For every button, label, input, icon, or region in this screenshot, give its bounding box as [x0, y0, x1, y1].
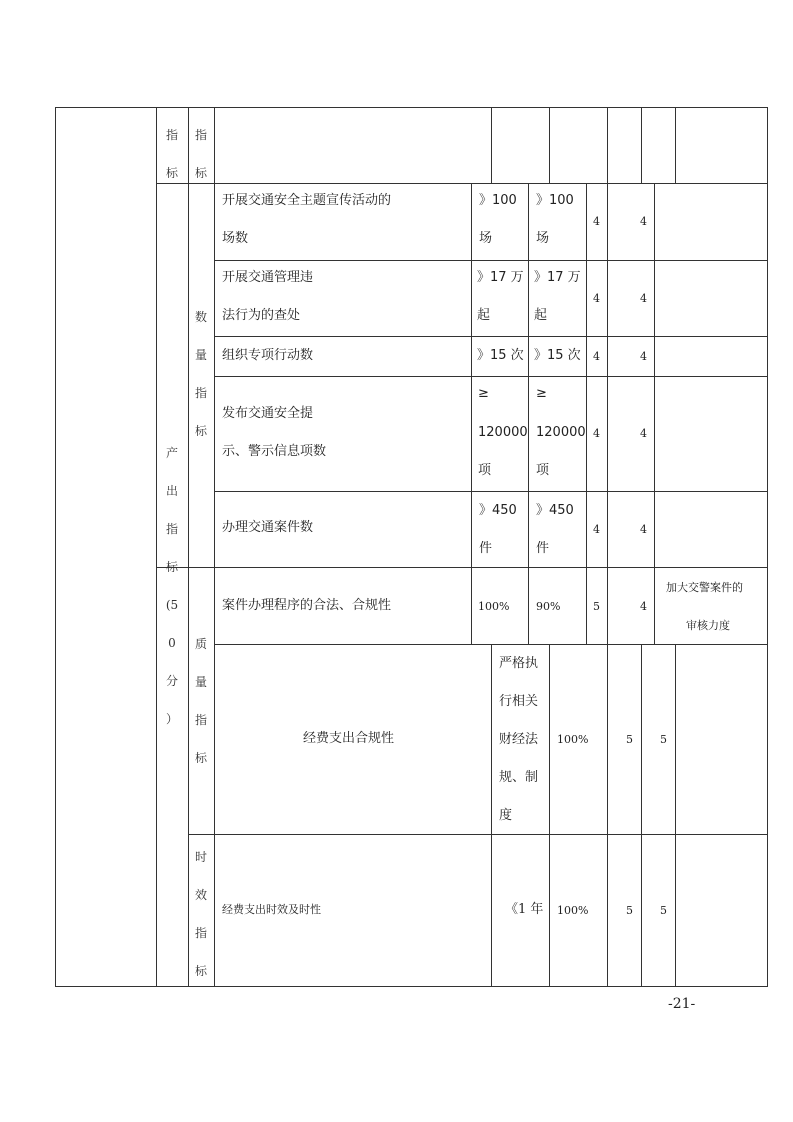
target-value: 》450	[479, 503, 517, 518]
actual-value: 》15 次	[534, 348, 581, 363]
col-divider	[491, 644, 492, 986]
col-divider	[549, 107, 550, 183]
col-divider	[471, 183, 472, 644]
target-value: 》17 万	[477, 270, 524, 285]
char: 效	[194, 888, 207, 902]
char: 指	[165, 522, 178, 536]
header-col2-label	[162, 116, 182, 192]
remark-text: 审核力度	[686, 619, 730, 632]
actual-value: 场	[536, 231, 550, 246]
target-value: 件	[479, 541, 493, 556]
col-divider	[607, 644, 608, 986]
col-divider	[156, 107, 157, 987]
actual-value: ≥	[536, 386, 547, 401]
actual-value: 100%	[557, 904, 589, 917]
indicator-name: 组织专项行动数	[222, 348, 314, 363]
target-value: 项	[478, 463, 492, 478]
char: 标	[165, 560, 178, 574]
col-divider	[528, 183, 529, 644]
actual-value: 件	[536, 541, 550, 556]
target-value: 规、制	[499, 770, 539, 785]
group-label-quality	[191, 625, 211, 777]
level1-label-output-indicator	[162, 434, 182, 738]
table-border-bottom	[55, 986, 768, 987]
col-divider	[675, 107, 676, 183]
header-col3-label	[191, 116, 211, 192]
score-value: 4	[640, 427, 647, 440]
target-value: 》15 次	[477, 348, 524, 363]
char: 指	[194, 713, 207, 727]
score-value: 4	[640, 600, 647, 613]
char: 质	[194, 637, 207, 651]
weight-value: 4	[593, 523, 600, 536]
target-value: 财经法	[499, 732, 539, 747]
char: 数	[194, 310, 207, 324]
page-number: -21-	[668, 996, 696, 1012]
target-value: 起	[477, 308, 491, 323]
char: 指	[194, 386, 207, 400]
row-divider	[214, 260, 768, 261]
col-divider	[654, 183, 655, 644]
indicator-name: 经费支出合规性	[303, 731, 395, 746]
char: 量	[194, 348, 207, 362]
indicator-name: 场数	[222, 231, 249, 246]
target-value: 行相关	[499, 694, 539, 709]
target-value: 120000	[478, 425, 528, 440]
char: 标	[194, 166, 207, 180]
char: 标	[194, 424, 207, 438]
actual-value: 》450	[536, 503, 574, 518]
target-value: 场	[479, 231, 493, 246]
char: 指	[165, 128, 178, 142]
col-divider	[549, 644, 550, 986]
col-divider	[607, 107, 608, 183]
score-value: 4	[640, 215, 647, 228]
char: 标	[165, 166, 178, 180]
table-border-top	[55, 107, 768, 108]
col-divider	[607, 183, 608, 644]
char: 0	[168, 636, 176, 650]
actual-value: 项	[536, 463, 550, 478]
weight-value: 5	[593, 600, 600, 613]
weight-value: 4	[593, 350, 600, 363]
char: (5	[165, 598, 179, 612]
score-value: 4	[640, 292, 647, 305]
group-label-timeliness	[191, 838, 211, 990]
target-value: 度	[499, 808, 513, 823]
score-value: 4	[640, 350, 647, 363]
weight-value: 4	[593, 427, 600, 440]
remark-text: 加大交警案件的	[666, 581, 743, 594]
char: 产	[165, 446, 178, 460]
group-label-quantity	[191, 298, 211, 450]
col-divider	[675, 644, 676, 986]
row-divider	[214, 491, 768, 492]
indicator-name: 案件办理程序的合法、合规性	[222, 598, 392, 613]
indicator-name: 法行为的查处	[222, 308, 301, 323]
target-value: 》100	[479, 193, 517, 208]
indicator-name: 经费支出时效及时性	[222, 903, 321, 916]
row-divider	[188, 834, 768, 835]
char: 标	[194, 964, 207, 978]
target-value: 《1 年	[505, 902, 544, 917]
col-divider	[188, 107, 189, 987]
table-border-left	[55, 107, 56, 987]
row-divider	[156, 567, 768, 568]
weight-value: 5	[626, 733, 633, 746]
col-divider	[641, 107, 642, 183]
weight-value: 4	[593, 292, 600, 305]
target-value: 严格执	[499, 656, 539, 671]
actual-value: 起	[534, 308, 548, 323]
char: 时	[194, 850, 207, 864]
actual-value: 》100	[536, 193, 574, 208]
indicator-name: 发布交通安全提	[222, 406, 314, 421]
col-divider	[214, 107, 215, 987]
col-divider	[586, 183, 587, 644]
char: 标	[194, 751, 207, 765]
score-value: 4	[640, 523, 647, 536]
char: 分	[165, 674, 178, 688]
actual-value: 100%	[557, 733, 589, 746]
row-divider	[214, 336, 768, 337]
col-divider	[491, 107, 492, 183]
indicator-name: 开展交通管理违	[222, 270, 314, 285]
indicator-name: 示、警示信息项数	[222, 444, 327, 459]
actual-value: 120000	[536, 425, 586, 440]
score-value: 5	[660, 733, 667, 746]
score-value: 5	[660, 904, 667, 917]
actual-value: 》17 万	[534, 270, 581, 285]
table-border-right	[767, 107, 768, 987]
col-divider	[641, 644, 642, 986]
target-value: 100%	[478, 600, 510, 613]
indicator-name: 办理交通案件数	[222, 520, 314, 535]
char: 量	[194, 675, 207, 689]
char: 指	[194, 128, 207, 142]
weight-value: 4	[593, 215, 600, 228]
weight-value: 5	[626, 904, 633, 917]
row-divider	[214, 376, 768, 377]
target-value: ≥	[478, 386, 489, 401]
row-divider	[156, 183, 768, 184]
indicator-name: 开展交通安全主题宣传活动的	[222, 193, 392, 208]
actual-value: 90%	[536, 600, 561, 613]
char: 指	[194, 926, 207, 940]
char: 出	[165, 484, 178, 498]
char: ）	[165, 712, 178, 726]
